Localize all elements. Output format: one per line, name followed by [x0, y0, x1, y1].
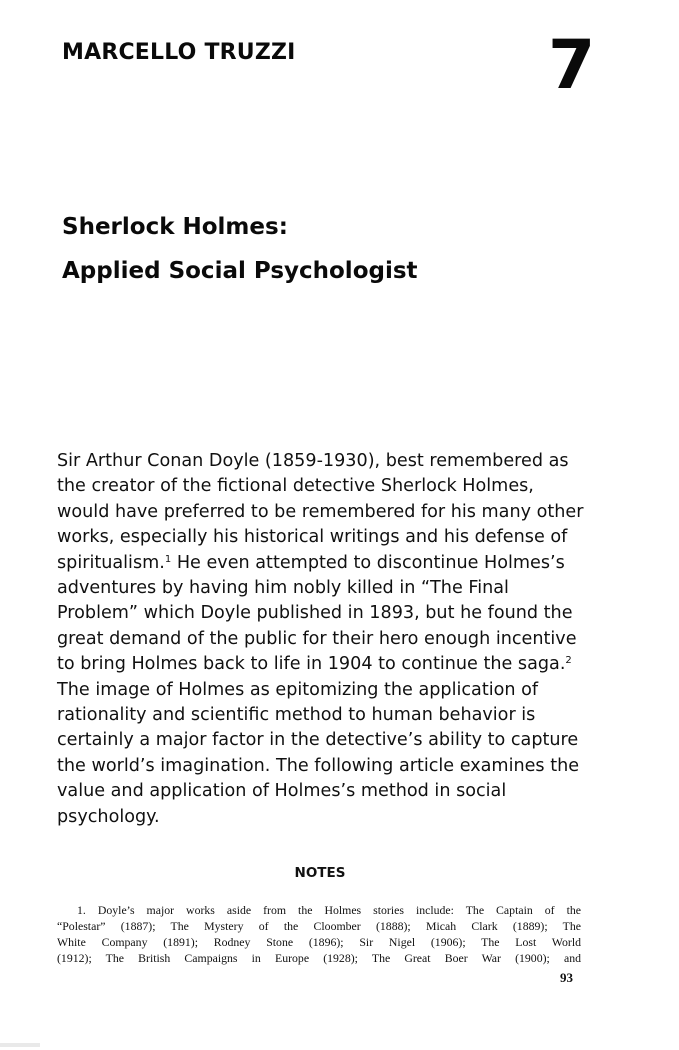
body-line-text: spiritualism. — [57, 552, 165, 573]
body-line — [57, 652, 597, 677]
notes-block — [57, 902, 581, 966]
body-line-text: to bring Holmes back to life in 1904 to continue the saga. — [57, 654, 566, 675]
chapter-author: MARCELLO TRUZZI — [62, 40, 296, 65]
footnote-ref: 1 — [164, 553, 172, 565]
body-line: the creator of the fictional detective Sherlock Holmes, — [57, 476, 534, 497]
notes-heading: NOTES — [294, 865, 346, 881]
body-line: Sir Arthur Conan Doyle (1859-1930), best remembered as — [57, 451, 569, 471]
body-line: works, especially his historical writings and his defense of — [57, 527, 568, 548]
body-line: rationality and scientific method to human behavior is — [57, 705, 536, 726]
chapter-number: 7 — [548, 26, 596, 105]
body-line: psychology. — [57, 806, 160, 827]
body-line-text: He even attempted to discontinue Holmes’s — [171, 552, 565, 573]
note-line: (1912); The British Campaigns in Europe (1928); The Great Boer War (1900); and — [57, 951, 581, 965]
note-line: 1. Doyle’s major works aside from the Holmes stories include: The Captain of the — [77, 903, 581, 917]
body-line: Problem” which Doyle published in 1893, but he found the — [57, 603, 573, 624]
note-line: “Polestar” (1887); The Mystery of the Cloomber (1888); Micah Clark (1889); The — [57, 919, 581, 933]
note-line: White Company (1891); Rodney Stone (1896); Sir Nigel (1906); The Lost World — [57, 935, 581, 949]
body-line: certainly a major factor in the detective’s ability to capture — [57, 730, 579, 751]
chapter-title-line-1: Sherlock Holmes: — [62, 214, 288, 240]
footnote-ref: 2 — [565, 655, 572, 667]
body-line: adventures by having him nobly killed in “The Final — [57, 578, 509, 599]
body-line: great demand of the public for their hero enough incentive — [57, 628, 577, 649]
body-line — [57, 551, 597, 576]
chapter-title — [62, 205, 418, 293]
body-line: would have preferred to be remembered for his many other — [57, 501, 584, 522]
body-line: The image of Holmes as epitomizing the application of — [57, 679, 539, 700]
body-line: value and application of Holmes’s method in social — [57, 781, 507, 802]
page-number: 93 — [560, 970, 573, 985]
body-paragraph — [57, 449, 597, 830]
body-line: the world’s imagination. The following article examines the — [57, 755, 580, 776]
chapter-title-line-2: Applied Social Psychologist — [62, 258, 418, 284]
scan-artifact — [0, 1043, 40, 1047]
